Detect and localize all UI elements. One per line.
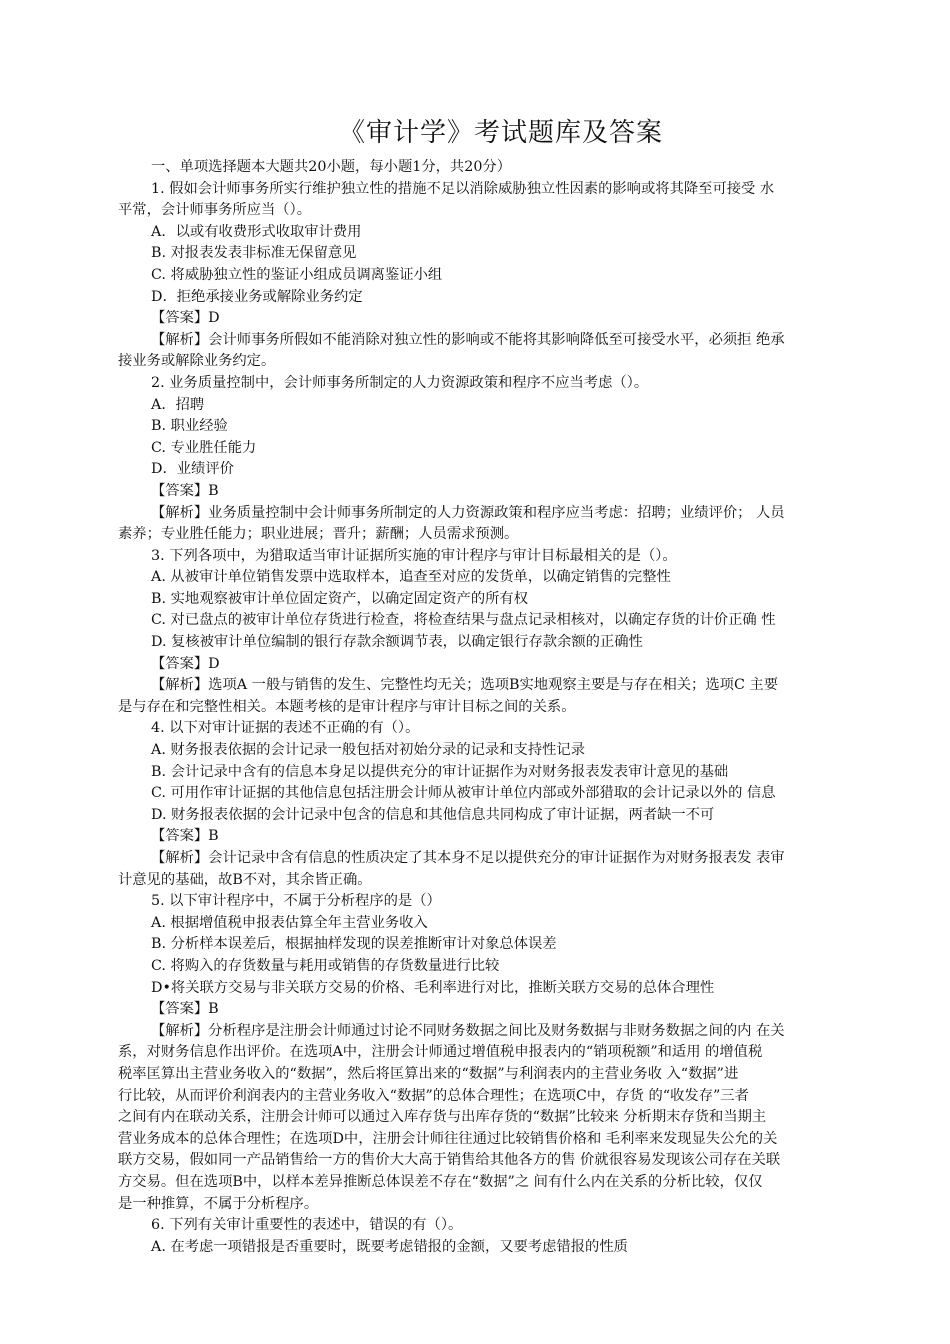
text-line: D．拒绝承接业务或解除业务约定: [151, 288, 363, 305]
text-line: 接业务或解除业务约定。: [118, 353, 276, 370]
text-line: 一、单项选择题本大题共20小题，每小题1分，共20分）: [151, 159, 512, 175]
text-line: 【答案】D: [151, 310, 220, 327]
text-line: A. 从被审计单位销售发票中选取样本，追查至对应的发货单，以确定销售的完整性: [151, 569, 671, 586]
text-line: 方交易。但在选项B中，以样本差异推断总体误差不存在“数据”之 间有什么内在关系的分析比较，仅仅: [118, 1173, 763, 1190]
text-line: D．业绩评价: [151, 461, 234, 478]
text-line: 【解析】选项A 一般与销售的发生、完整性均无关；选项B实地观察主要是与存在相关；选项C 主要: [151, 677, 779, 694]
text-line: 3. 下列各项中，为猎取适当审计证据所实施的审计程序与审计目标最相关的是（）。: [151, 547, 677, 564]
text-line: 行比较，从而评价利润表内的主营业务收入“数据”的总体合理性；在选项C中，存货 的“收发存”三者: [118, 1087, 749, 1104]
text-line: 1. 假如会计师事务所实行维护独立性的措施不足以消除威胁独立性因素的影响或将其降至可接受 水: [151, 180, 775, 197]
text-line: A．以或有收费形式收取审计费用: [151, 223, 362, 240]
document-title: 《审计学》考试题库及答案: [338, 118, 663, 148]
text-line: 6. 下列有关审计重要性的表述中，错误的有（）。: [151, 1217, 463, 1234]
document-body: [118, 157, 864, 1258]
text-line: 联方交易，假如同一产品销售给一方的售价大大高于销售给其他各方的售 价就很容易发现该公司存在关联: [118, 1152, 781, 1169]
text-line: 素养；专业胜任能力；职业进展；晋升；薪酬；人员需求预测。: [118, 526, 519, 543]
text-line: B. 分析样本误差后，根据抽样发现的误差推断审计对象总体误差: [151, 936, 557, 953]
text-line: 计意见的基础，故B不对，其余皆正确。: [118, 871, 372, 888]
text-line: 【解析】会计记录中含有信息的性质决定了其本身不足以提供充分的审计证据作为对财务报表发 表审: [151, 850, 785, 866]
text-line: 是一种推算，不属于分析程序。: [118, 1195, 319, 1212]
text-line: B. 实地观察被审计单位固定资产，以确定固定资产的所有权: [151, 590, 529, 607]
text-line: D. 财务报表依据的会计记录中包含的信息和其他信息共同构成了审计证据，两者缺一不可: [151, 806, 715, 823]
text-line: C. 专业胜任能力: [151, 439, 257, 456]
text-line: A. 根据增值税申报表估算全年主营业务收入: [151, 914, 428, 931]
text-line: 税率匡算出主营业务收入的“数据”，然后将匡算出来的“数据”与利润表内的主营业务收 入“数据”进: [118, 1065, 739, 1082]
text-line: 2. 业务质量控制中，会计师事务所制定的人力资源政策和程序不应当考虑（）。: [151, 374, 649, 391]
text-line: A. 在考虑一项错报是否重要时，既要考虑错报的金额，又要考虑错报的性质: [151, 1238, 628, 1255]
text-line: C. 对已盘点的被审计单位存货进行检查，将检查结果与盘点记录相核对，以确定存货的计价正确 性: [151, 612, 776, 629]
text-line: 4. 以下对审计证据的表述不正确的有（）。: [151, 720, 420, 737]
text-line: 系，对财务信息作出评价。在选项A中，注册会计师通过增值税申报表内的“销项税额”和适用 的增值税: [118, 1044, 763, 1061]
text-line: D•将关联方交易与非关联方交易的价格、毛利率进行对比，推断关联方交易的总体合理性: [151, 979, 715, 996]
text-line: 【解析】业务质量控制中会计师事务所制定的人力资源政策和程序应当考虑：招聘；业绩评价； 人员: [151, 504, 785, 521]
text-line: 5. 以下审计程序中，不属于分析程序的是（）: [151, 893, 441, 910]
text-line: 【解析】分析程序是注册会计师通过讨论不同财务数据之间比及财务数据与非财务数据之间的内 在关: [151, 1022, 785, 1039]
text-line: 之间有内在联动关系，注册会计师可以通过入库存货与出库存货的“数据”比较来 分析期末存货和当期主: [118, 1109, 767, 1126]
text-line: A．招聘: [151, 396, 205, 413]
text-line: 【答案】B: [151, 828, 219, 845]
text-line: B. 会计记录中含有的信息本身足以提供充分的审计证据作为对财务报表发表审计意见的基础: [151, 763, 729, 780]
text-line: 【答案】D: [151, 655, 220, 672]
text-line: 【答案】B: [151, 1001, 219, 1018]
text-line: 【解析】会计师事务所假如不能消除对独立性的影响或不能将其影响降低至可接受水平，必须拒 绝承: [151, 331, 785, 348]
text-line: A. 财务报表依据的会计记录一般包括对初始分录的记录和支持性记录: [151, 742, 586, 759]
text-line: 【答案】B: [151, 482, 219, 499]
text-line: B. 职业经验: [151, 418, 228, 435]
text-line: C. 可用作审计证据的其他信息包括注册会计师从被审计单位内部或外部猎取的会计记录以外的 信息: [151, 785, 776, 802]
text-line: B. 对报表发表非标准无保留意见: [151, 245, 357, 262]
text-line: D. 复核被审计单位编制的银行存款余额调节表，以确定银行存款余额的正确性: [151, 634, 643, 651]
text-line: 平常，会计师事务所应当（）。: [118, 202, 312, 219]
text-line: C. 将购入的存货数量与耗用或销售的存货数量进行比较: [151, 957, 500, 974]
text-line: 营业务成本的总体合理性；在选项D中，注册会计师往往通过比较销售价格和 毛利率来发现显失公允的关: [118, 1130, 778, 1147]
text-line: C. 将威胁独立性的鉴证小组成员调离鉴证小组: [151, 266, 443, 283]
text-line: 是与存在和完整性相关。本题考核的是审计程序与审计目标之间的关系。: [118, 698, 576, 715]
